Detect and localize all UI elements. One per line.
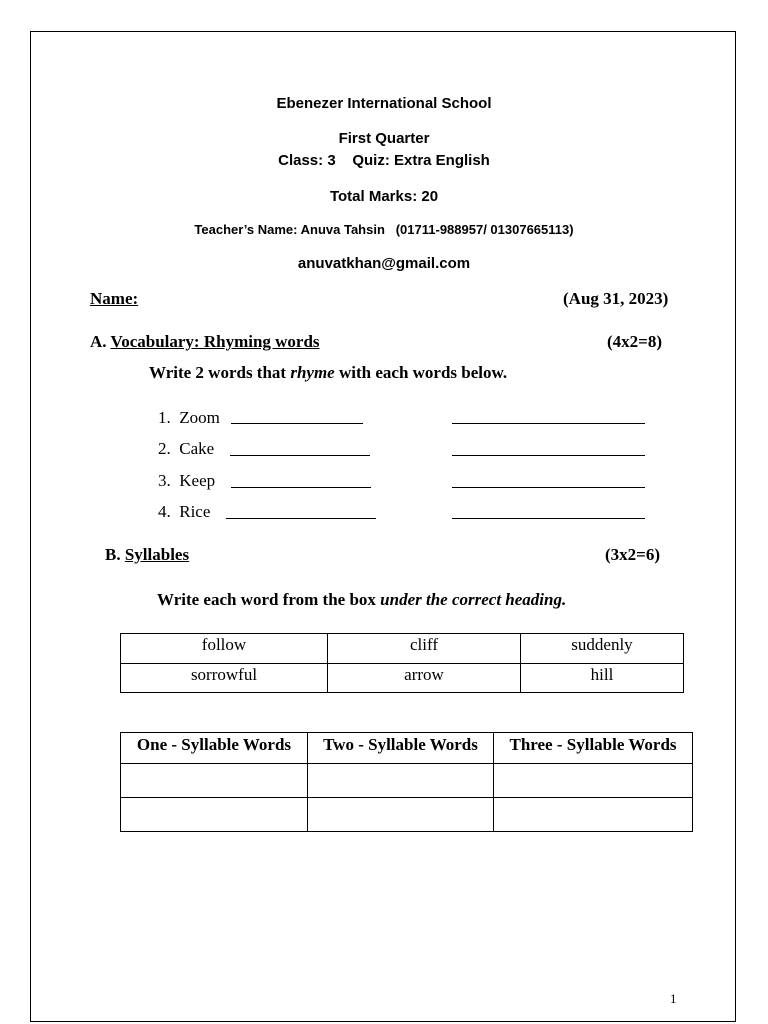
list-word: Zoom	[179, 408, 220, 427]
teacher-email: anuvatkhan@gmail.com	[297, 255, 471, 272]
section-b-title: Syllables	[124, 545, 190, 564]
word-box-table	[120, 633, 684, 693]
list-item	[158, 439, 214, 459]
instruction-text: Write 2 words that	[149, 363, 291, 382]
table-row	[121, 634, 684, 664]
table-row	[121, 798, 693, 832]
section-a-title: Vocabulary: Rhyming words	[110, 332, 320, 351]
answer-blank[interactable]	[452, 518, 645, 519]
school-name: Ebenezer International School	[276, 95, 492, 112]
column-header-two-syllable: Two - Syllable Words	[308, 733, 494, 764]
word-cell: follow	[121, 634, 328, 664]
table-header-row	[121, 733, 693, 764]
list-word: Rice	[179, 502, 211, 521]
class-quiz-label: Class: 3 Quiz: Extra English	[278, 152, 490, 169]
answer-blank[interactable]	[231, 487, 371, 488]
answer-cell[interactable]	[494, 764, 693, 798]
list-number: 4.	[158, 502, 171, 521]
page-border	[30, 31, 736, 1022]
answer-cell[interactable]	[308, 764, 494, 798]
column-header-one-syllable: One - Syllable Words	[121, 733, 308, 764]
list-number: 2.	[158, 439, 171, 458]
date-label: (Aug 31, 2023)	[563, 289, 669, 308]
name-label: Name:	[90, 289, 139, 308]
list-word: Cake	[179, 439, 215, 458]
table-row	[121, 764, 693, 798]
total-marks: Total Marks: 20	[329, 188, 439, 205]
instruction-emphasis: rhyme	[290, 363, 335, 382]
answer-blank[interactable]	[452, 455, 645, 456]
word-cell: sorrowful	[121, 664, 328, 693]
section-b-letter: B.	[105, 545, 121, 564]
section-b-instruction	[157, 590, 566, 610]
list-number: 3.	[158, 471, 171, 490]
answer-blank[interactable]	[226, 518, 376, 519]
instruction-text: Write each word from the box	[157, 590, 381, 609]
section-a-heading	[90, 332, 320, 352]
section-a-instruction	[149, 363, 507, 383]
list-item	[158, 502, 210, 522]
word-cell: arrow	[328, 664, 521, 693]
section-b-marks: (3x2=6)	[605, 545, 661, 564]
column-header-three-syllable: Three - Syllable Words	[494, 733, 693, 764]
answer-blank[interactable]	[452, 487, 645, 488]
word-cell: cliff	[328, 634, 521, 664]
list-item	[158, 408, 220, 428]
answer-blank[interactable]	[231, 423, 363, 424]
word-cell: suddenly	[521, 634, 684, 664]
answer-blank[interactable]	[452, 423, 645, 424]
answer-cell[interactable]	[494, 798, 693, 832]
syllable-table	[120, 732, 693, 832]
list-item	[158, 471, 215, 491]
teacher-info: Teacher’s Name: Anuva Tahsin (01711-988957/ 01307665113)	[194, 222, 574, 237]
answer-cell[interactable]	[121, 764, 308, 798]
list-number: 1.	[158, 408, 171, 427]
instruction-text: with each words below.	[334, 363, 508, 382]
instruction-emphasis: under the correct heading.	[380, 590, 567, 609]
section-a-letter: A.	[90, 332, 107, 351]
answer-cell[interactable]	[121, 798, 308, 832]
quarter-label: First Quarter	[338, 130, 430, 147]
answer-cell[interactable]	[308, 798, 494, 832]
word-cell: hill	[521, 664, 684, 693]
table-row	[121, 664, 684, 693]
section-a-marks: (4x2=8)	[607, 332, 663, 351]
list-word: Keep	[179, 471, 216, 490]
page-number: 1	[670, 991, 677, 1006]
answer-blank[interactable]	[230, 455, 370, 456]
section-b-heading	[105, 545, 189, 565]
